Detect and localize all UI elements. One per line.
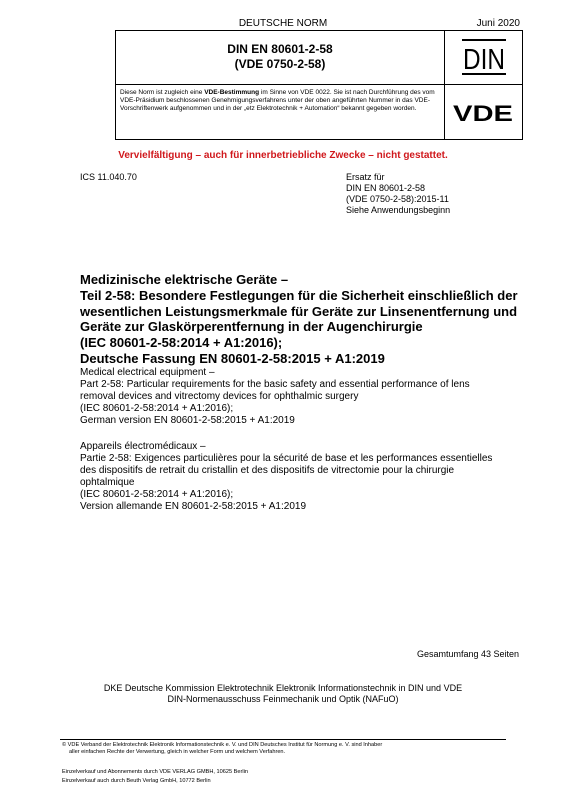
title-line: ophtalmique: [80, 477, 135, 488]
note-rest: im Sinne von VDE 0022. Sie ist nach Durchführung des vom VDE-Präsidium beschlossenen Genehmigungsverfahrens unter der oben angeführten Nummer in das VDE-Vorschriftenwerk aufgenommen und in der „etz Elektrotechnik + Automation“ bekannt gegeben worden.: [120, 89, 435, 113]
title-box: [115, 30, 523, 140]
ics-code: ICS 11.040.70: [80, 172, 137, 182]
title-line: Appareils électromédicaux –: [80, 441, 206, 452]
replacement-line: Siehe Anwendungsbeginn: [346, 205, 451, 215]
replacement-line: Ersatz für: [346, 172, 385, 182]
committee-line: DIN-Normenausschuss Feinmechanik und Optik (NAFuO): [167, 694, 399, 704]
committee-info: [0, 683, 566, 705]
title-english: [80, 367, 530, 427]
copyright-line: © VDE Verband der Elektrotechnik Elektronik Informationstechnik e. V. und DIN Deutsches Institut für Normung e. V. sind Inhaber: [62, 742, 383, 748]
committee-line: DKE Deutsche Kommission Elektrotechnik Elektronik Informationstechnik in DIN und VDE: [103, 683, 463, 693]
sales-info: [62, 768, 502, 786]
title-line: German version EN 80601-2-58:2015 + A1:2019: [80, 415, 295, 426]
title-line: (IEC 80601-2-58:2014 + A1:2016);: [80, 403, 234, 414]
document-type-label: DEUTSCHE NORM: [238, 18, 328, 29]
publication-date: Juni 2020: [476, 18, 520, 29]
vde-number: (VDE 0750-2-58): [234, 57, 326, 71]
title-line: Deutsche Fassung EN 80601-2-58:2015 + A1:2019: [80, 350, 385, 366]
title-line: (IEC 80601-2-58:2014 + A1:2016);: [80, 335, 283, 351]
title-line: removal devices and vitrectomy devices for ophthalmic surgery: [80, 391, 359, 402]
footer-divider: [60, 739, 506, 740]
title-line: Medizinische elektrische Geräte –: [80, 272, 289, 287]
title-line: Version allemande EN 80601-2-58:2015 + A1:2019: [80, 501, 307, 512]
replacement-line: (VDE 0750-2-58):2015-11: [346, 194, 449, 204]
din-logo-text: DIN: [463, 44, 505, 76]
title-german: [80, 272, 530, 367]
vde-logo-text: VDE: [453, 101, 513, 126]
title-line: Geräte zur Glaskörperentfernung in der Augenchirurgie: [80, 319, 423, 335]
replacement-line: DIN EN 80601-2-58: [346, 183, 426, 193]
sales-line: Einzelverkauf und Abonnements durch VDE VERLAG GMBH, 10625 Berlin: [62, 769, 248, 775]
title-line: (IEC 80601-2-58:2014 + A1:2016);: [80, 489, 234, 500]
title-line: Partie 2-58: Exigences particulières pour la sécurité de base et les performances essentielles: [80, 453, 493, 464]
title-line: des dispositifs de retrait du cristallin et des dispositifs de vitrectomie pour la chirurgie: [80, 465, 455, 476]
standard-number: DIN EN 80601-2-58: [227, 42, 333, 56]
vde-logo: [444, 85, 522, 139]
title-line: Medical electrical equipment –: [80, 367, 215, 378]
vde-determination-note: [120, 89, 440, 114]
note-bold: VDE-Bestimmung: [204, 89, 260, 96]
title-line: Part 2-58: Particular requirements for the basic safety and essential performance of lens: [80, 379, 470, 390]
title-line: Teil 2-58: Besondere Festlegungen für die Sicherheit einschließlich der: [80, 287, 518, 303]
note-prefix: Diese Norm ist zugleich eine: [120, 89, 205, 96]
replacement-info: [346, 172, 450, 216]
total-pages: Gesamtumfang 43 Seiten: [416, 649, 519, 659]
copyright-line: aller einfachen Rechte der Verwertung, gleich in welcher Form und welchem Verfahren.: [69, 749, 286, 755]
reproduction-warning: Vervielfältigung – auch für innerbetriebliche Zwecke – nicht gestattet.: [118, 150, 448, 161]
standard-designation: [116, 42, 444, 72]
title-line: wesentlichen Leistungsmerkmale für Geräte zur Linsenentfernung und: [80, 303, 518, 319]
din-logo: [444, 31, 522, 84]
copyright-notice: [62, 742, 502, 756]
sales-line: Einzelverkauf auch durch Beuth Verlag GmbH, 10772 Berlin: [62, 778, 211, 784]
title-french: [80, 441, 530, 513]
